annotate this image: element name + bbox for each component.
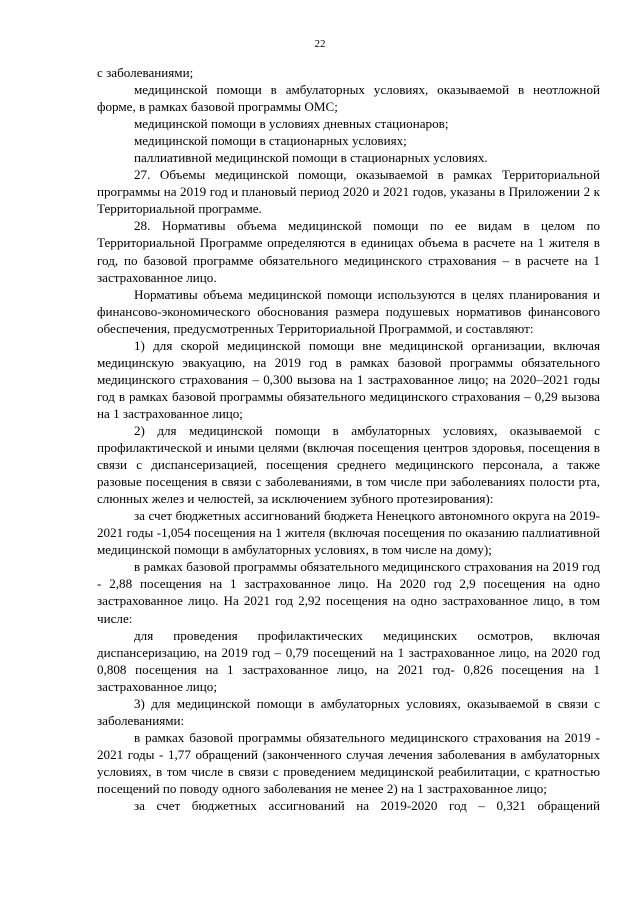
document-body: [97, 64, 600, 814]
paragraph: 1) для скорой медицинской помощи вне медицинской организации, включая медицинскую эвакуацию, на 2019 год в рамках базовой программы обязательного медицинского страхования – 0,300 вызова на 1 застрахованное лицо; на 2020–2021 годы год в рамках базовой программы обязательного медицинского страхования – 0,29 вызова на 1 застрахованное лицо;: [97, 337, 600, 421]
paragraph: 3) для медицинской помощи в амбулаторных условиях, оказываемой в связи с заболеваниями:: [97, 695, 600, 728]
paragraph: 2) для медицинской помощи в амбулаторных условиях, оказываемой с профилактической и иными целями (включая посещения центров здоровья, посещения в связи с диспансеризацией, посещения среднего медицинского персонала, а также разовые посещения в связи с заболеваниями, в том числе при заболеваниях полости рта, слюнных желез и челюстей, за исключением зубного протезирования):: [97, 422, 600, 507]
paragraph: с заболеваниями;: [97, 65, 194, 80]
paragraph: медицинской помощи в амбулаторных условиях, оказываемой в неотложной форме, в рамках базовой программы ОМС;: [97, 82, 600, 115]
paragraph: для проведения профилактических медицинских осмотров, включая диспансеризацию, на 2019 год – 0,79 посещений на 1 застрахованное лицо, на 2020 год 0,808 посещения на 1 застрахованное лицо, на 2021 год- 0,826 посещения на 1 застрахованное лицо;: [97, 627, 600, 694]
paragraph: медицинской помощи в условиях дневных стационаров;: [134, 116, 449, 132]
paragraph: медицинской помощи в стационарных условиях;: [134, 133, 407, 149]
page-number: 22: [314, 38, 326, 50]
paragraph: за счет бюджетных ассигнований бюджета Ненецкого автономного округа на 2019-2021 годы -1,054 посещения на 1 жителя (включая посещения по оказанию паллиативной медицинской помощи в амбулаторных условиях, в том числе на дому);: [97, 508, 600, 558]
paragraph: в рамках базовой программы обязательного медицинского страхования на 2019 год - 2,88 посещения на 1 застрахованное лицо. На 2020 год 2,9 посещения на одно застрахованное лицо. На 2021 год 2,92 посещения на одно застрахованное лицо, в том числе:: [97, 559, 600, 626]
paragraph: за счет бюджетных ассигнований на 2019-2020 год – 0,321 обращений: [134, 798, 600, 814]
paragraph: 27. Объемы медицинской помощи, оказываемой в рамках Территориальной программы на 2019 год и плановый период 2020 и 2021 годов, указаны в Приложении 2 к Территориальной программе.: [97, 167, 600, 217]
paragraph: паллиативной медицинской помощи в стационарных условиях.: [134, 150, 488, 166]
paragraph: Нормативы объема медицинской помощи используются в целях планирования и финансово-экономического обоснования размера подушевых нормативов финансового обеспечения, предусмотренных Территориальной Программой, и составляют:: [97, 286, 600, 336]
paragraph: 28. Нормативы объема медицинской помощи по ее видам в целом по Территориальной Программе определяются в единицах объема в расчете на 1 жителя в год, по базовой программе обязательного медицинского страхования – в расчете на 1 застрахованное лицо.: [97, 218, 600, 285]
paragraph: в рамках базовой программы обязательного медицинского страхования на 2019 - 2021 годы - 1,77 обращений (законченного случая лечения заболевания в амбулаторных условиях, в том числе в связи с проведением медицинской реабилитации, с кратностью посещений по поводу одного заболевания не менее 2) на 1 застрахованное лицо;: [97, 729, 600, 796]
